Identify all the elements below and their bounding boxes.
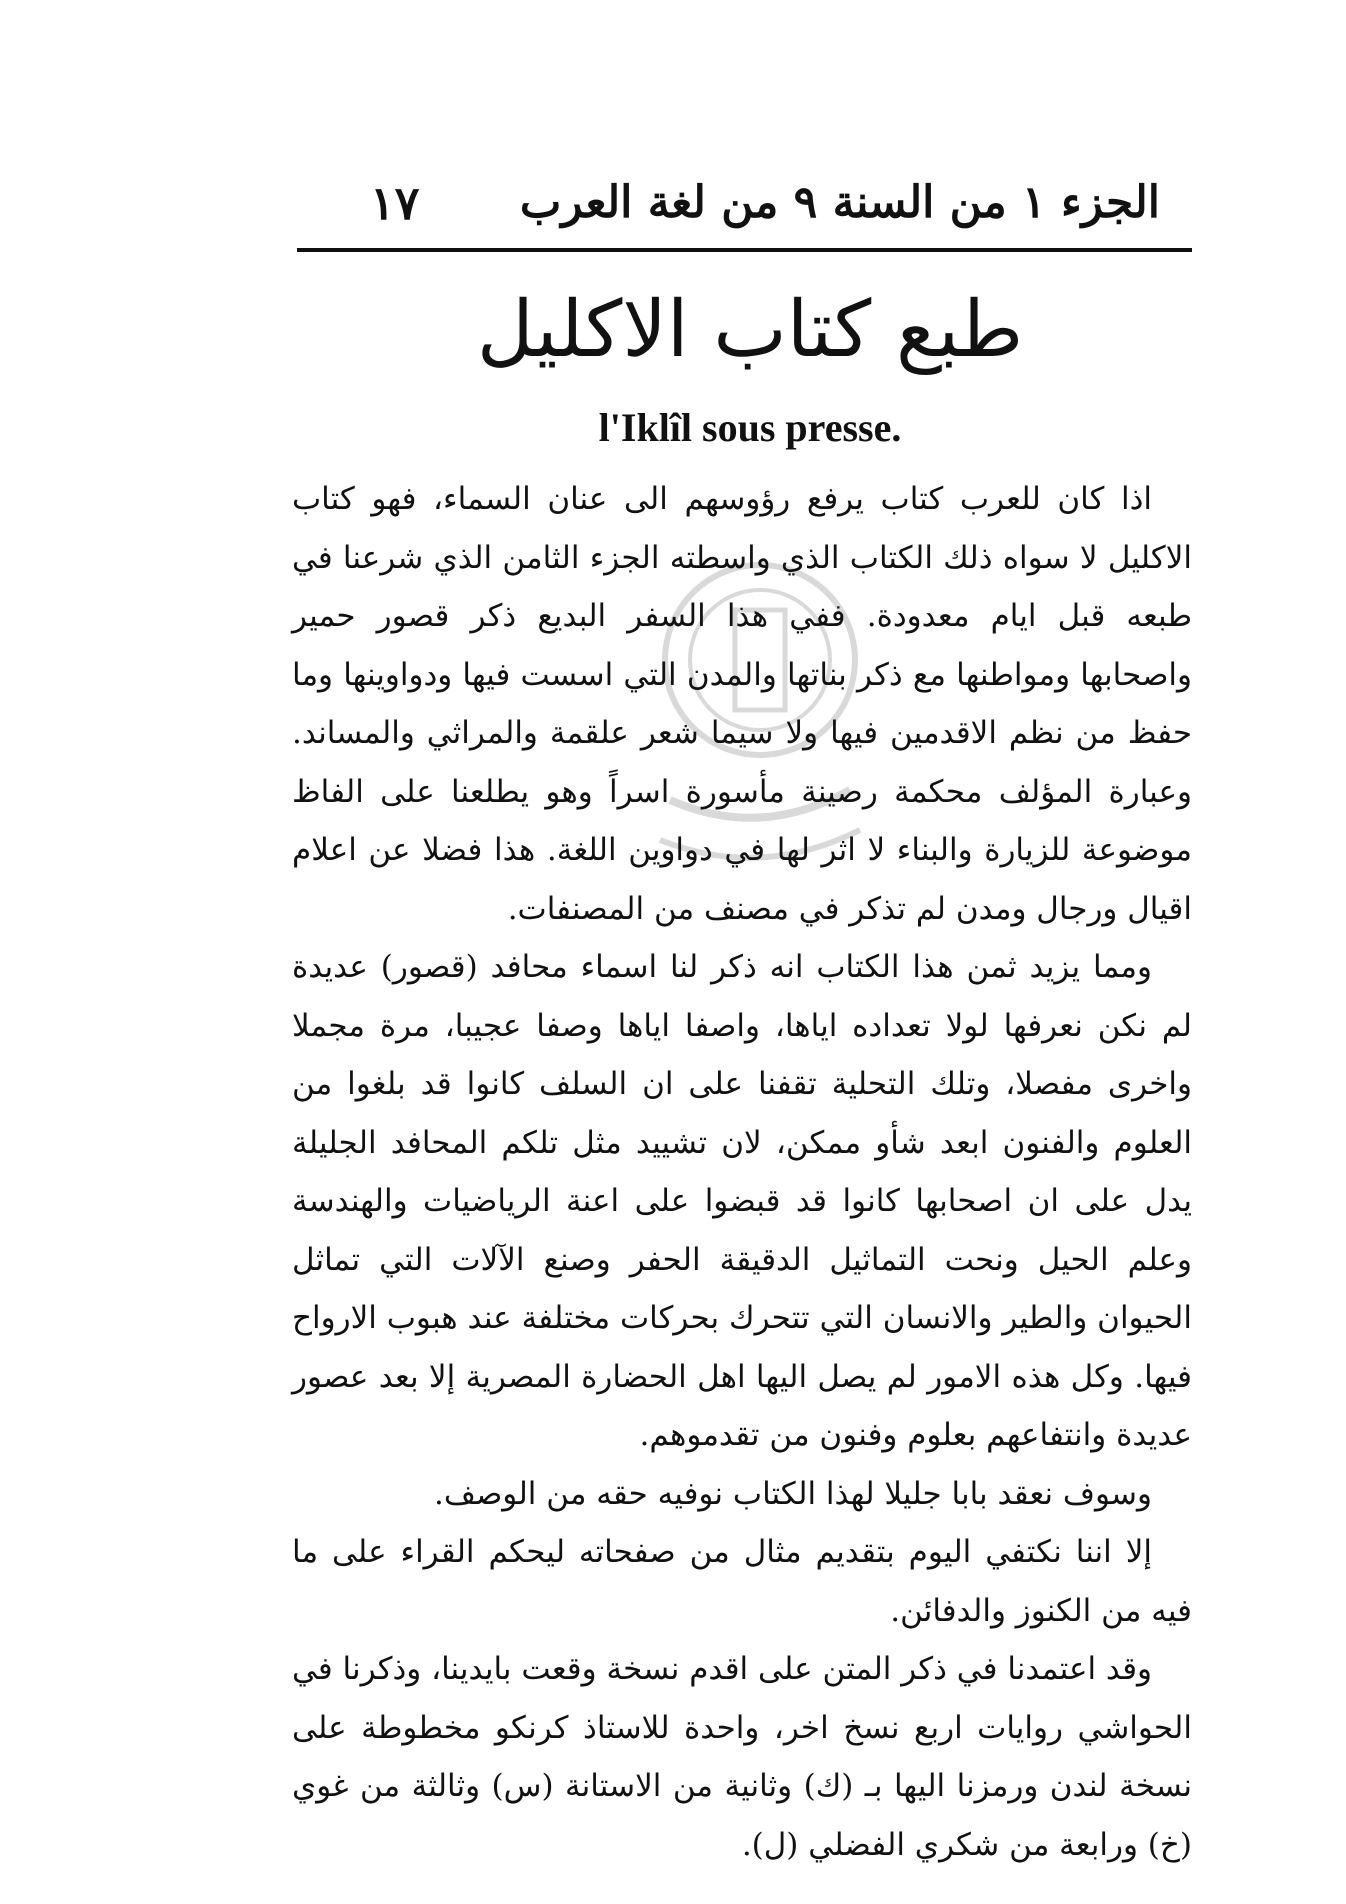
paragraph: اذا كان للعرب كتاب يرفع رؤوسهم الى عنان السماء، فهو كتاب الاكليل لا سواه ذلك الكتاب الذي واسطته الجزء الثامن الذي شرعنا في طبعه قبل ايام معدودة. ففي هذا السفر البديع ذكر قصور حمير واصحابها ومواطنها مع ذكر بناتها والمدن التي اسست فيها ودواوينها وما حفظ من نظم الاقدمين فيها ولا سيما شعر علقمة والمراثي والمساند. وعبارة المؤلف محكمة رصينة مأسورة اسراً وهو يطلعنا على الفاظ موضوعة للزيارة والبناء لا اثر لها في دواوين اللغة. هذا فضلا عن اعلام اقيال ورجال ومدن لم تذكر في مصنف من المصنفات.: [292, 481, 1192, 927]
article-title: طبع كتاب الاكليل: [476, 285, 1024, 375]
paragraph: وقد اعتمدنا في ذكر المتن على اقدم نسخة وقعت بايدينا، وذكرنا في الحواشي روايات اربع نسخ اخر، واحدة للاستاذ كرنكو مخطوطة على نسخة لندن ورمزنا اليها بـ (ك) وثانية من الاستانة (س) وثالثة من غوي (خ) ورابعة من شكري الفضلي (ل).: [292, 1651, 1192, 1863]
article-subtitle: l'Iklîl sous presse.: [598, 405, 902, 450]
paragraph: وسوف نعقد بابا جليلا لهذا الكتاب نوفيه حقه من الوصف.: [434, 1475, 1152, 1512]
running-title: الجزء ١ من السنة ٩ من لغة العرب: [519, 177, 1160, 228]
running-head: [300, 168, 1200, 238]
page-number: ١٧: [370, 176, 420, 230]
header-rule: [297, 248, 1192, 252]
article-body: [292, 470, 1192, 1874]
paragraph: ومما يزيد ثمن هذا الكتاب انه ذكر لنا اسماء محافد (قصور) عديدة لم نكن نعرفها لولا تعداده اياها، واصفا اياها وصفا عجيبا، مرة مجملا واخرى مفصلا، وتلك التحلية تقفنا على ان السلف كانوا قد بلغوا من العلوم والفنون ابعد شأو ممكن، لان تشييد مثل تلكم المحافد الجليلة يدل على ان اصحابها كانوا قد قبضوا على اعنة الرياضيات والهندسة وعلم الحيل ونحت التماثيل الدقيقة الحفر وصنع الآلات التي تماثل الحيوان والطير والانسان التي تتحرك بحركات مختلفة عند هبوب الارواح فيها. وكل هذه الامور لم يصل اليها اهل الحضارة المصرية إلا بعد عصور عديدة وانتفاعهم بعلوم وفنون من تقدموهم.: [292, 949, 1192, 1453]
paragraph: إلا اننا نكتفي اليوم بتقديم مثال من صفحاته ليحكم القراء على ما فيه من الكنوز والدفائن.: [292, 1534, 1192, 1629]
